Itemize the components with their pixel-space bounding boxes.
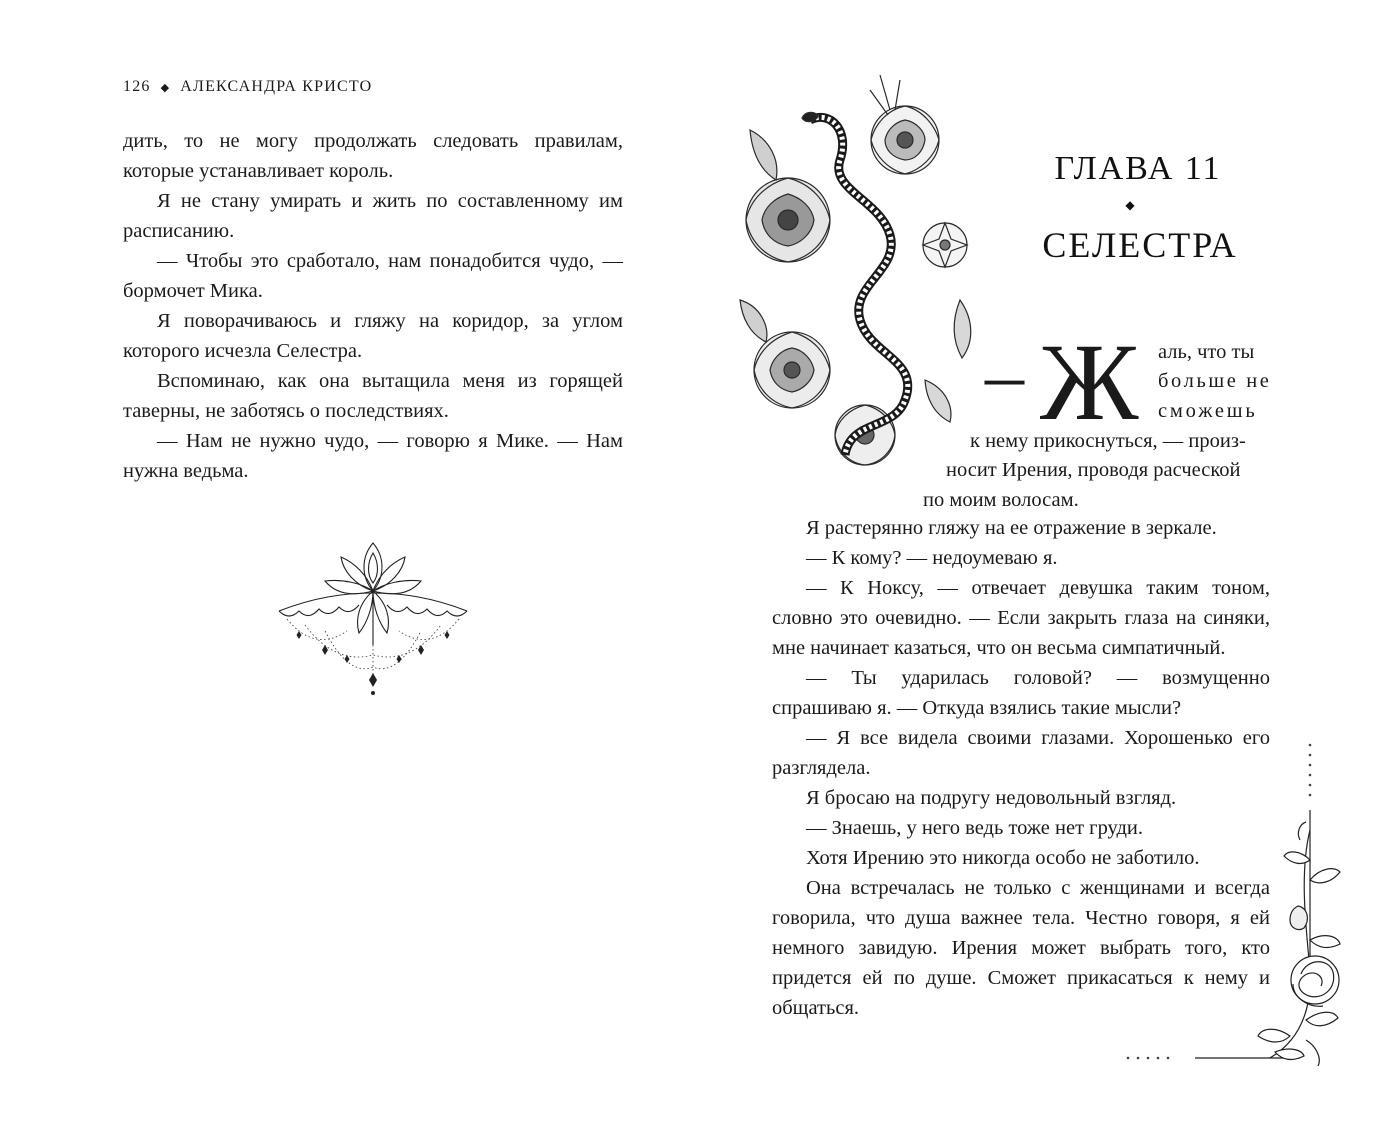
opening-line: сможешь [1158, 400, 1258, 422]
paragraph: Я поворачиваюсь и гляжу на коридор, за углом которого исчезла Селестра. [123, 310, 623, 362]
paragraph: — Чтобы это сработало, нам понадобится чудо, — бормочет Мика. [123, 250, 623, 302]
paragraph: Хотя Ирению это никогда особо не заботило. [806, 847, 1200, 869]
opening-line: больше не [1158, 370, 1272, 392]
paragraph: — Ты ударилась головой? — возмущенно спрашиваю я. — Откуда взялись такие мысли? [772, 667, 1270, 719]
paragraph: Я не стану умирать и жить по составленному им расписанию. [123, 190, 623, 242]
drop-cap-dash: – [985, 331, 1024, 418]
paragraph: — Знаешь, у него ведь тоже нет груди. [806, 817, 1144, 839]
left-body-text [123, 126, 623, 486]
page-number: 126 [123, 78, 151, 95]
rose-vine-corner-ornament-icon [1120, 740, 1350, 1070]
chapter-number: ГЛАВА 11 [1054, 150, 1222, 187]
snake-and-flowers-illustration-icon [730, 70, 990, 480]
paragraph: — Нам не нужно чудо, — говорю я Мике. — Нам нужна ведьма. [123, 430, 623, 482]
opening-line: по моим волосам. [923, 489, 1079, 511]
paragraph: — К Ноксу, — отвечает девушка таким тоном, словно это очевидно. — Если закрыть глаза на синяки, мне начинает казаться, что он весьма симпатичный. [772, 577, 1270, 659]
chapter-title: СЕЛЕСТРА [1042, 225, 1238, 265]
diamond-separator-icon: ◆ [160, 81, 171, 94]
paragraph: — К кому? — недоумеваю я. [806, 547, 1058, 569]
paragraph: Я бросаю на подругу недовольный взгляд. [806, 787, 1177, 809]
paragraph: — Я все видела своими глазами. Хорошенько его разглядела. [772, 727, 1270, 779]
paragraph: Она встречалась не только с женщинами и всегда говорила, что душа важнее тела. Честно говоря, я ей немного завидую. Ирения может выбрать того, кто придется ей по душе. Сможет прикасаться к нему и общаться. [772, 877, 1270, 1019]
author-name: АЛЕКСАНДРА КРИСТО [180, 78, 373, 95]
lotus-chandelier-ornament-icon [275, 535, 471, 700]
paragraph: дить, то не могу продолжать следовать правилам, которые устанавливает король. [123, 130, 623, 182]
diamond-separator-icon: ◆ [1125, 198, 1135, 212]
paragraph: Я растерянно гляжу на ее отражение в зеркале. [806, 517, 1217, 539]
running-head [123, 78, 372, 96]
opening-line: носит Ирения, проводя расческой [946, 459, 1241, 481]
paragraph: Вспоминаю, как она вытащила меня из горящей таверны, не заботясь о последствиях. [123, 370, 623, 422]
opening-line: аль, что ты [1158, 341, 1255, 363]
drop-cap-letter: Ж [1040, 321, 1139, 443]
opening-line: к нему прикоснуться, — произ- [970, 430, 1246, 452]
